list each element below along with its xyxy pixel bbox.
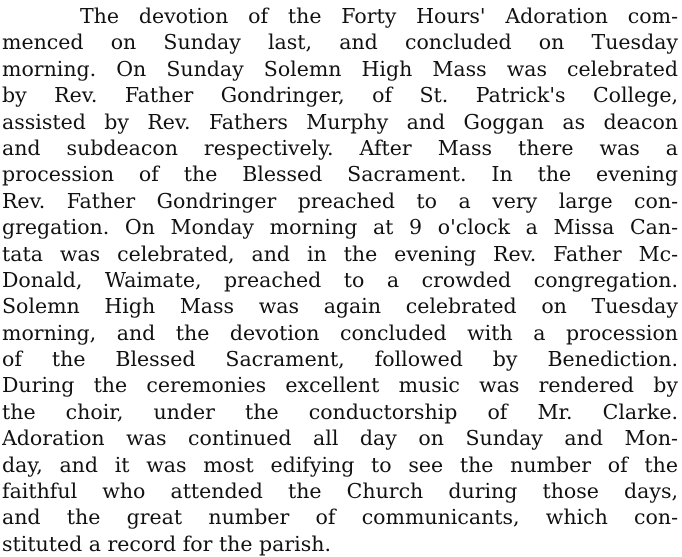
text-line: the choir, under the conductorship of Mr. Clarke.	[2, 399, 678, 424]
text-line: procession of the Blessed Sacrament. In the evening	[2, 162, 678, 187]
text-line: and subdeacon respectively. After Mass there was a	[2, 135, 678, 160]
text-line: The devotion of the Forty Hours' Adoration com-	[80, 4, 678, 28]
article-paragraph	[2, 3, 678, 557]
text-line: During the ceremonies excellent music was rendered by	[2, 373, 678, 398]
text-line: stituted a record for the parish.	[2, 531, 331, 556]
text-line: Rev. Father Gondringer preached to a very large con-	[2, 188, 678, 213]
text-line: menced on Sunday last, and concluded on Tuesday	[2, 30, 678, 55]
text-line: assisted by Rev. Fathers Murphy and Goggan as deacon	[2, 109, 678, 134]
text-line: Solemn High Mass was again celebrated on Tuesday	[2, 294, 678, 319]
text-line: Donald, Waimate, preached to a crowded congregation.	[2, 267, 678, 292]
text-line: day, and it was most edifying to see the number of the	[2, 452, 678, 477]
text-line: and the great number of communicants, which con-	[2, 505, 678, 530]
text-line: Adoration was continued all day on Sunday and Mon-	[2, 426, 678, 451]
text-line: tata was celebrated, and in the evening Rev. Father Mc-	[2, 241, 678, 266]
text-line: by Rev. Father Gondringer, of St. Patrick's College,	[2, 83, 678, 108]
text-line: morning, and the devotion concluded with a procession	[2, 320, 678, 345]
text-line: morning. On Sunday Solemn High Mass was celebrated	[2, 56, 678, 81]
text-line: of the Blessed Sacrament, followed by Benediction.	[2, 347, 678, 372]
text-line: faithful who attended the Church during those days,	[2, 479, 678, 504]
text-line: gregation. On Monday morning at 9 o'clock a Missa Can-	[2, 215, 678, 240]
